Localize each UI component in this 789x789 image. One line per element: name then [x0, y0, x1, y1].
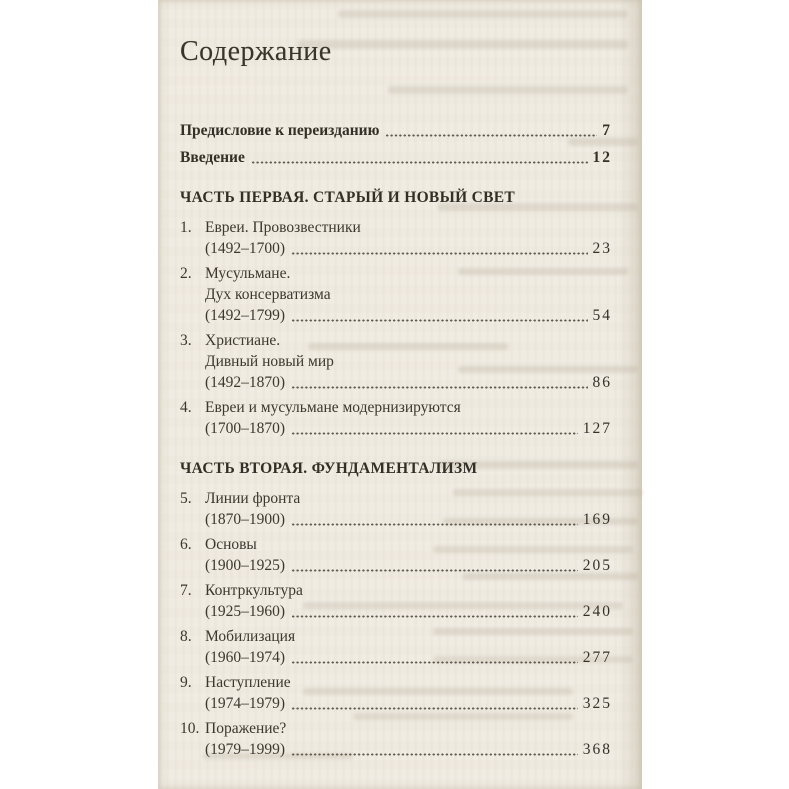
part-heading: ЧАСТЬ ПЕРВАЯ. СТАРЫЙ И НОВЫЙ СВЕТ [180, 189, 516, 206]
chapter-number: 10. [180, 720, 200, 737]
chapter-title-line: Евреи. Провозвестники [205, 219, 361, 236]
chapter-years-row [205, 372, 612, 393]
dot-leader [291, 386, 587, 389]
chapter-title-line: Основы [205, 536, 257, 553]
chapter-page: 54 [592, 307, 612, 324]
toc-entry-label: Предисловие к переизданию [180, 122, 380, 139]
chapter-title-line: Линии фронта [205, 490, 301, 507]
dot-leader [291, 523, 578, 526]
page-title: Содержание [180, 36, 332, 67]
chapter-title-line: Дух консерватизма [205, 286, 331, 303]
chapter-years-row [205, 647, 612, 668]
chapter-years: (1979–1999) [205, 741, 286, 758]
chapter-body [205, 626, 612, 668]
chapter-years: (1974–1979) [205, 695, 286, 712]
chapter-page: 127 [582, 420, 612, 437]
chapter-years-row [205, 693, 612, 714]
front-matter [180, 120, 612, 168]
chapter-page: 23 [592, 240, 612, 257]
chapter-entry [180, 330, 612, 393]
dot-leader [291, 707, 578, 710]
chapter-body [205, 488, 612, 530]
dot-leader [291, 753, 578, 756]
chapter-entry [180, 718, 612, 760]
dot-leader [385, 134, 597, 137]
chapter-entry [180, 263, 612, 326]
chapter-body [205, 217, 612, 259]
toc-entry-label: Введение [180, 149, 245, 166]
toc-entry [180, 120, 612, 141]
chapter-number: 4. [180, 399, 192, 416]
chapter-years-row [205, 601, 612, 622]
chapter-title-line: Мусульмане. [205, 265, 291, 282]
toc-entry-page: 7 [602, 122, 612, 139]
chapter-entry [180, 488, 612, 530]
dot-leader [291, 661, 578, 664]
dot-leader [291, 319, 587, 322]
chapter-body [205, 397, 612, 439]
chapter-title-line: Контркультура [205, 582, 303, 599]
chapter-years-row [205, 509, 612, 530]
chapter-years: (1492–1870) [205, 374, 286, 391]
part-chapters [180, 488, 612, 760]
chapter-number: 2. [180, 265, 192, 282]
chapter-entry [180, 534, 612, 576]
dot-leader [291, 432, 578, 435]
chapter-body [205, 718, 612, 760]
dot-leader [251, 161, 588, 164]
chapter-body [205, 672, 612, 714]
chapter-body [205, 580, 612, 622]
chapter-title-line: Дивный новый мир [205, 353, 334, 370]
chapter-number: 6. [180, 536, 192, 553]
chapter-number: 3. [180, 332, 192, 349]
chapter-years: (1900–1925) [205, 557, 286, 574]
chapter-page: 205 [582, 557, 612, 574]
chapter-years-row [205, 555, 612, 576]
chapter-title-line: Поражение? [205, 720, 287, 737]
chapter-title-line: Евреи и мусульмане модернизируются [205, 399, 461, 416]
chapter-page: 277 [582, 649, 612, 666]
chapter-number: 8. [180, 628, 192, 645]
chapter-years: (1492–1700) [205, 240, 286, 257]
chapter-title-line: Христиане. [205, 332, 281, 349]
toc-part [180, 188, 612, 439]
chapter-body [205, 534, 612, 576]
chapter-page: 86 [592, 374, 612, 391]
chapter-years-row [205, 739, 612, 760]
dot-leader [291, 252, 587, 255]
chapter-years-row [205, 418, 612, 439]
chapter-title-line: Мобилизация [205, 628, 296, 645]
chapter-number: 9. [180, 674, 192, 691]
chapter-years-row [205, 238, 612, 259]
chapter-years: (1870–1900) [205, 511, 286, 528]
toc-entry [180, 147, 612, 168]
chapter-entry [180, 626, 612, 668]
chapter-title-line: Наступление [205, 674, 291, 691]
chapter-page: 240 [582, 603, 612, 620]
toc [180, 188, 612, 760]
chapter-page: 368 [582, 741, 612, 758]
chapter-years: (1925–1960) [205, 603, 286, 620]
chapter-years: (1960–1974) [205, 649, 286, 666]
chapter-years-row [205, 305, 612, 326]
chapter-number: 5. [180, 490, 192, 507]
chapter-number: 1. [180, 219, 192, 236]
part-chapters [180, 217, 612, 439]
dot-leader [291, 615, 578, 618]
toc-entry-page: 12 [592, 149, 612, 166]
chapter-page: 325 [582, 695, 612, 712]
chapter-body [205, 263, 612, 326]
table-of-contents [180, 0, 612, 764]
chapter-number: 7. [180, 582, 192, 599]
chapter-body [205, 330, 612, 393]
chapter-years: (1492–1799) [205, 307, 286, 324]
dot-leader [291, 569, 578, 572]
chapter-page: 169 [582, 511, 612, 528]
toc-part [180, 459, 612, 760]
part-heading: ЧАСТЬ ВТОРАЯ. ФУНДАМЕНТАЛИЗМ [180, 460, 478, 477]
book-page-photo [158, 0, 642, 789]
chapter-entry [180, 672, 612, 714]
chapter-entry [180, 217, 612, 259]
chapter-years: (1700–1870) [205, 420, 286, 437]
chapter-entry [180, 397, 612, 439]
chapter-entry [180, 580, 612, 622]
